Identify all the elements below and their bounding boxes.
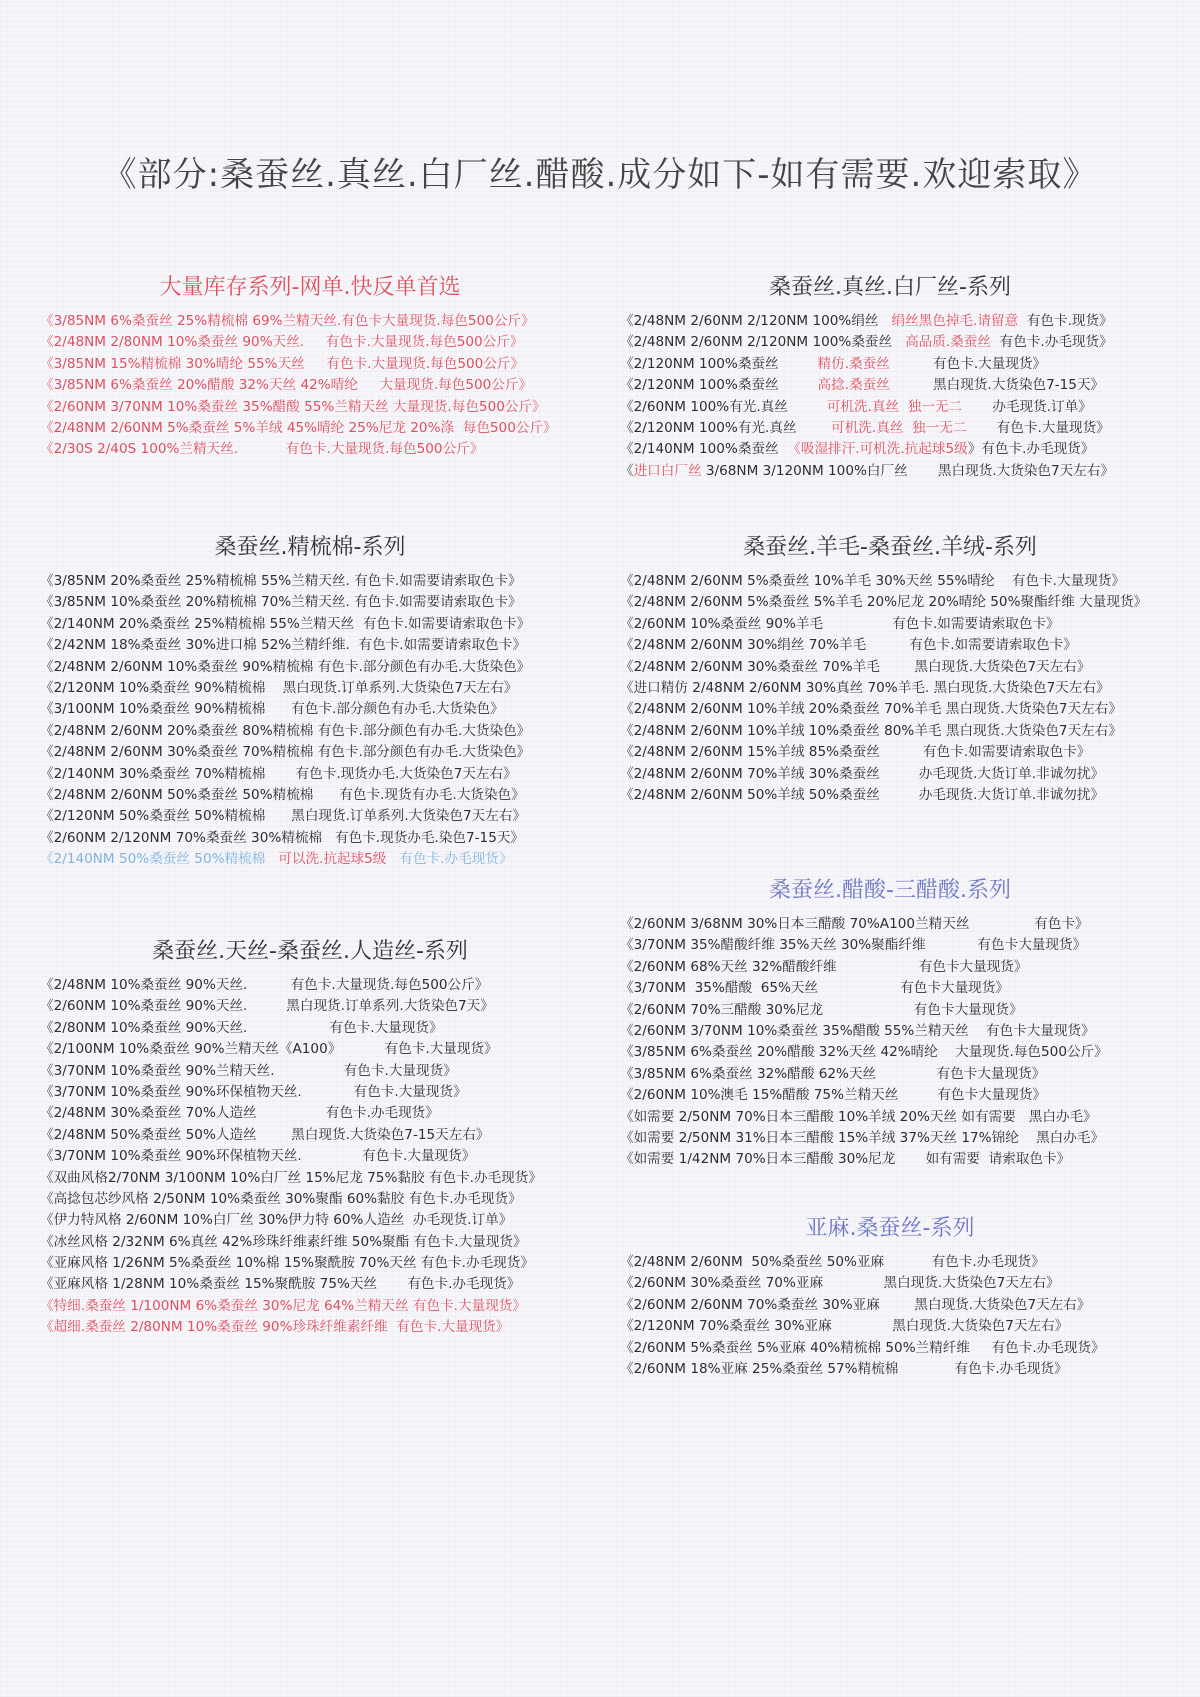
- product-line: 《2/48NM 2/80NM 10%桑蚕丝 90%天丝. 有色卡.大量现货.每色500公斤》: [40, 334, 524, 351]
- product-line: 《2/48NM 2/60NM 30%绢丝 70%羊毛 有色卡.如需要请索取色卡》: [620, 637, 1077, 654]
- product-line: 《3/85NM 6%桑蚕丝 20%醋酸 32%天丝 42%晴纶 大量现货.每色500公斤》: [620, 1044, 1108, 1061]
- product-line: 《2/48NM 2/60NM 30%桑蚕丝 70%羊毛 黑白现货.大货染色7天左右》: [620, 658, 1091, 675]
- product-highlight: 可机洗.真丝 独一无二: [826, 398, 963, 415]
- product-availability: 有色卡.办毛现货》: [386, 851, 513, 868]
- product-line: 《双曲风格2/70NM 3/100NM 10%白厂丝 15%尼龙 75%黏胶 有色卡.办毛现货》: [40, 1169, 542, 1186]
- product-line: [620, 418, 1160, 439]
- product-line: 《2/60NM 30%桑蚕丝 70%亚麻 黑白现货.大货染色7天左右》: [620, 1275, 1060, 1292]
- product-line: 《2/60NM 18%亚麻 25%桑蚕丝 57%精梳棉 有色卡.办毛现货》: [620, 1360, 1068, 1377]
- product-line: 《3/85NM 6%桑蚕丝 32%醋酸 62%天丝 有色卡大量现货》: [620, 1065, 1046, 1082]
- section-title: 桑蚕丝.精梳棉-系列: [214, 535, 406, 560]
- product-line: [620, 461, 1160, 482]
- product-highlight: 高品质.桑蚕丝: [905, 334, 991, 351]
- section-wool: [620, 533, 1160, 806]
- product-line: 《2/48NM 2/60NM 10%桑蚕丝 90%精梳棉 有色卡.部分颜色有办毛.大货染色》: [40, 658, 531, 675]
- product-line: [620, 397, 1160, 418]
- product-line: 《3/70NM 10%桑蚕丝 90%环保植物天丝. 有色卡.大量现货》: [40, 1083, 467, 1100]
- document-title: 《部分:桑蚕丝.真丝.白厂丝.醋酸.成分如下-如有需要.欢迎索取》: [102, 155, 1098, 195]
- product-line: 《2/48NM 10%桑蚕丝 90%天丝. 有色卡.大量现货.每色500公斤》: [40, 977, 489, 993]
- product-availability: 有色卡.办毛现货》: [990, 334, 1113, 351]
- product-line: 《2/140NM 30%桑蚕丝 70%精梳棉 有色卡.现货办毛.大货染色7天左右》: [40, 765, 517, 782]
- product-line: 《2/48NM 2/60NM 70%羊绒 30%桑蚕丝 办毛现货.大货订单.非诚勿扰》: [620, 765, 1105, 782]
- product-line: 《3/85NM 6%桑蚕丝 25%精梳棉 69%兰精天丝.有色卡大量现货.每色500公斤》: [40, 313, 535, 329]
- product-line: 《高捻包芯纱风格 2/50NM 10%桑蚕丝 30%聚酯 60%黏胶 有色卡.办毛现货》: [40, 1190, 522, 1207]
- product-line: 《亚麻风格 1/26NM 5%桑蚕丝 10%棉 15%聚酰胺 70%天丝 有色卡.办毛现货》: [40, 1255, 534, 1272]
- product-line: 《2/48NM 2/60NM 5%桑蚕丝 5%羊毛 20%尼龙 20%晴纶 50%聚酯纤维 大量现货》: [620, 594, 1148, 611]
- product-highlight: 可机洗.真丝 独一无二: [831, 419, 967, 436]
- product-spec: 《2/120NM 100%桑蚕丝: [620, 377, 818, 394]
- product-line: 《如需要 2/50NM 70%日本三醋酸 10%羊绒 20%天丝 如有需要 黑白办毛》: [620, 1108, 1097, 1125]
- section-title: 桑蚕丝.天丝-桑蚕丝.人造丝-系列: [152, 939, 468, 964]
- product-availability: 有色卡.大量现货》: [889, 355, 1047, 372]
- product-line: 《2/60NM 70%三醋酸 30%尼龙 有色卡大量现货》: [620, 1001, 1023, 1018]
- product-line: [620, 354, 1160, 375]
- product-line: 《2/48NM 2/60NM 15%羊绒 85%桑蚕丝 有色卡.如需要请索取色卡》: [620, 744, 1091, 761]
- product-highlight: 进口白厂丝: [633, 462, 702, 479]
- product-line: 《2/48NM 2/60NM 50%羊绒 50%桑蚕丝 办毛现货.大货订单.非诚勿扰》: [620, 786, 1105, 803]
- section-baichang: [620, 273, 1160, 482]
- product-line: 《3/70NM 10%桑蚕丝 90%兰精天丝. 有色卡.大量现货》: [40, 1062, 457, 1079]
- product-line: 《2/120NM 70%桑蚕丝 30%亚麻 黑白现货.大货染色7天左右》: [620, 1318, 1069, 1335]
- product-line: 《3/70NM 10%桑蚕丝 90%环保植物天丝. 有色卡.大量现货》: [40, 1148, 476, 1165]
- product-spec: 《2/48NM 2/60NM 2/120NM 100%绢丝: [620, 313, 892, 329]
- product-line: 《2/60NM 2/60NM 70%桑蚕丝 30%亚麻 黑白现货.大货染色7天左右》: [620, 1296, 1091, 1313]
- product-line: 《2/60NM 3/68NM 30%日本三醋酸 70%A100兰精天丝 有色卡》: [620, 916, 1089, 932]
- product-line: 《2/30S 2/40S 100%兰精天丝. 有色卡.大量现货.每色500公斤》: [40, 441, 484, 458]
- product-spec: 《2/140NM 100%桑蚕丝: [620, 441, 788, 458]
- product-availability: 有色卡.大量现货》: [966, 419, 1110, 436]
- product-line: 《2/48NM 2/60NM 5%桑蚕丝 10%羊毛 30%天丝 55%晴纶 有色卡.大量现货》: [620, 573, 1125, 589]
- product-line: 《3/85NM 6%桑蚕丝 20%醋酸 32%天丝 42%晴纶 大量现货.每色500公斤》: [40, 377, 533, 394]
- product-line: 《2/120NM 10%桑蚕丝 90%精梳棉 黑白现货.订单系列.大货染色7天左右》: [40, 679, 518, 696]
- product-line: [620, 332, 1160, 353]
- section-cotton: [40, 533, 580, 870]
- product-line: 《2/120NM 50%桑蚕丝 50%精梳棉 黑白现货.订单系列.大货染色7天左右》: [40, 808, 527, 825]
- product-spec: 《2/48NM 2/60NM 2/120NM 100%桑蚕丝: [620, 334, 906, 351]
- product-highlight: 精仿.桑蚕丝: [817, 355, 890, 372]
- product-line: 《如需要 1/42NM 70%日本三醋酸 30%尼龙 如有需要 请索取色卡》: [620, 1151, 1071, 1168]
- product-line: 《3/85NM 15%精梳棉 30%晴纶 55%天丝 有色卡.大量现货.每色500公斤》: [40, 355, 525, 372]
- product-spec: 《2/60NM 100%有光.真丝: [620, 398, 827, 415]
- product-highlight: 高捻.桑蚕丝: [817, 377, 890, 394]
- product-highlight: 绢丝黑色掉毛.请留意: [891, 313, 1019, 329]
- product-line: 《3/70NM 35%醋酸 65%天丝 有色卡大量现货》: [620, 980, 1009, 997]
- product-line: 《3/85NM 10%桑蚕丝 20%精梳棉 70%兰精天丝. 有色卡.如需要请索取色卡》: [40, 594, 522, 611]
- product-line: 《3/70NM 35%醋酸纤维 35%天丝 30%聚酯纤维 有色卡大量现货》: [620, 937, 1087, 954]
- product-line: 《2/48NM 2/60NM 50%桑蚕丝 50%亚麻 有色卡.办毛现货》: [620, 1254, 1045, 1270]
- section-acetate: [620, 876, 1160, 1171]
- product-line: [620, 311, 1160, 332]
- product-spec: 《2/140NM 50%桑蚕丝 50%精梳棉: [40, 851, 279, 868]
- product-line: 《超细.桑蚕丝 2/80NM 10%桑蚕丝 90%珍珠纤维素纤维 有色卡.大量现货》: [40, 1319, 510, 1336]
- section-title: 桑蚕丝.羊毛-桑蚕丝.羊绒-系列: [743, 535, 1037, 560]
- section-linen: [620, 1214, 1160, 1380]
- product-line: 《特细.桑蚕丝 1/100NM 6%桑蚕丝 30%尼龙 64%兰精天丝 有色卡.大量现货》: [40, 1297, 526, 1314]
- product-line: 《2/60NM 3/70NM 10%桑蚕丝 35%醋酸 55%兰精天丝 大量现货.每色500公斤》: [40, 398, 546, 415]
- product-line: 《2/60NM 10%桑蚕丝 90%天丝. 黑白现货.订单系列.大货染色7天》: [40, 998, 494, 1015]
- product-highlight: 可以洗.抗起球5级: [278, 851, 387, 868]
- product-line: 《冰丝风格 2/32NM 6%真丝 42%珍珠纤维素纤维 50%聚酯 有色卡.大量现货》: [40, 1233, 527, 1250]
- section-tencel: [40, 937, 580, 1339]
- product-line: 《2/48NM 2/60NM 30%桑蚕丝 70%精梳棉 有色卡.部分颜色有办毛.大货染色》: [40, 744, 531, 761]
- product-line: [620, 439, 1160, 460]
- product-spec: 《: [620, 462, 634, 479]
- product-line: 《2/60NM 3/70NM 10%桑蚕丝 35%醋酸 55%兰精天丝 有色卡大量现货》: [620, 1022, 1095, 1039]
- product-line: 《2/60NM 5%桑蚕丝 5%亚麻 40%精梳棉 50%兰精纤维 有色卡.办毛现货》: [620, 1339, 1105, 1356]
- product-availability: 3/68NM 3/120NM 100%白厂丝 黑白现货.大货染色7天左右》: [701, 462, 1115, 479]
- section-title: 桑蚕丝.醋酸-三醋酸.系列: [769, 878, 1011, 903]
- product-highlight: 《吸湿排汗.可机洗.抗起球5级: [787, 441, 968, 458]
- product-availability: 有色卡.现货》: [1018, 313, 1113, 329]
- product-line: 《2/140NM 20%桑蚕丝 25%精梳棉 55%兰精天丝 有色卡.如需要请索取色卡》: [40, 615, 531, 632]
- product-line: 《2/100NM 10%桑蚕丝 90%兰精天丝《A100》 有色卡.大量现货》: [40, 1041, 498, 1058]
- product-line: 《亚麻风格 1/28NM 10%桑蚕丝 15%聚酰胺 75%天丝 有色卡.办毛现货》: [40, 1276, 521, 1293]
- product-line: 《2/60NM 10%澳毛 15%醋酸 75%兰精天丝 有色卡大量现货》: [620, 1087, 1047, 1104]
- product-availability: 》有色卡.办毛现货》: [967, 441, 1095, 458]
- product-availability: 黑白现货.大货染色7-15天》: [889, 377, 1105, 394]
- product-line: 《2/48NM 2/60NM 20%桑蚕丝 80%精梳棉 有色卡.部分颜色有办毛.大货染色》: [40, 722, 531, 739]
- section-title: 亚麻.桑蚕丝-系列: [805, 1216, 975, 1241]
- section-title: 桑蚕丝.真丝.白厂丝-系列: [769, 275, 1011, 300]
- product-line: 《3/100NM 10%桑蚕丝 90%精梳棉 有色卡.部分颜色有办毛.大货染色》: [40, 701, 504, 718]
- section-stock: [40, 273, 580, 461]
- product-line: 《进口精仿 2/48NM 2/60NM 30%真丝 70%羊毛. 黑白现货.大货染色7天左右》: [620, 679, 1110, 696]
- product-spec: 《2/120NM 100%有光.真丝: [620, 419, 832, 436]
- product-spec: 《2/120NM 100%桑蚕丝: [620, 355, 818, 372]
- product-line: 《如需要 2/50NM 31%日本三醋酸 15%羊绒 37%天丝 17%锦纶 黑白办毛》: [620, 1129, 1105, 1146]
- product-line: 《2/48NM 2/60NM 10%羊绒 10%桑蚕丝 80%羊毛 黑白现货.大货染色7天左右》: [620, 722, 1122, 739]
- product-line: [40, 849, 580, 870]
- product-line: 《3/85NM 20%桑蚕丝 25%精梳棉 55%兰精天丝. 有色卡.如需要请索取色卡》: [40, 573, 522, 589]
- product-line: 《2/48NM 2/60NM 5%桑蚕丝 5%羊绒 45%晴纶 25%尼龙 20%涤 每色500公斤》: [40, 419, 557, 436]
- section-title: 大量库存系列-网单.快反单首选: [159, 275, 461, 300]
- product-line: 《伊力特风格 2/60NM 10%白厂丝 30%伊力特 60%人造丝 办毛现货.订单》: [40, 1212, 513, 1229]
- product-availability: 办毛现货.订单》: [962, 398, 1092, 415]
- product-line: 《2/48NM 2/60NM 50%桑蚕丝 50%精梳棉 有色卡.现货有办毛.大货染色》: [40, 786, 525, 803]
- product-line: 《2/48NM 2/60NM 10%羊绒 20%桑蚕丝 70%羊毛 黑白现货.大货染色7天左右》: [620, 701, 1122, 718]
- product-line: 《2/60NM 10%桑蚕丝 90%羊毛 有色卡.如需要请索取色卡》: [620, 615, 1060, 632]
- product-line: 《2/60NM 68%天丝 32%醋酸纤维 有色卡大量现货》: [620, 958, 1028, 975]
- product-line: 《2/42NM 18%桑蚕丝 30%进口棉 52%兰精纤维. 有色卡.如需要请索取色卡》: [40, 637, 526, 654]
- product-line: [620, 375, 1160, 396]
- product-line: 《2/60NM 2/120NM 70%桑蚕丝 30%精梳棉 有色卡.现货办毛.染色7-15天》: [40, 829, 525, 846]
- product-line: 《2/48NM 50%桑蚕丝 50%人造丝 黑白现货.大货染色7-15天左右》: [40, 1126, 490, 1143]
- product-line: 《2/80NM 10%桑蚕丝 90%天丝. 有色卡.大量现货》: [40, 1019, 443, 1036]
- product-line: 《2/48NM 30%桑蚕丝 70%人造丝 有色卡.办毛现货》: [40, 1105, 439, 1122]
